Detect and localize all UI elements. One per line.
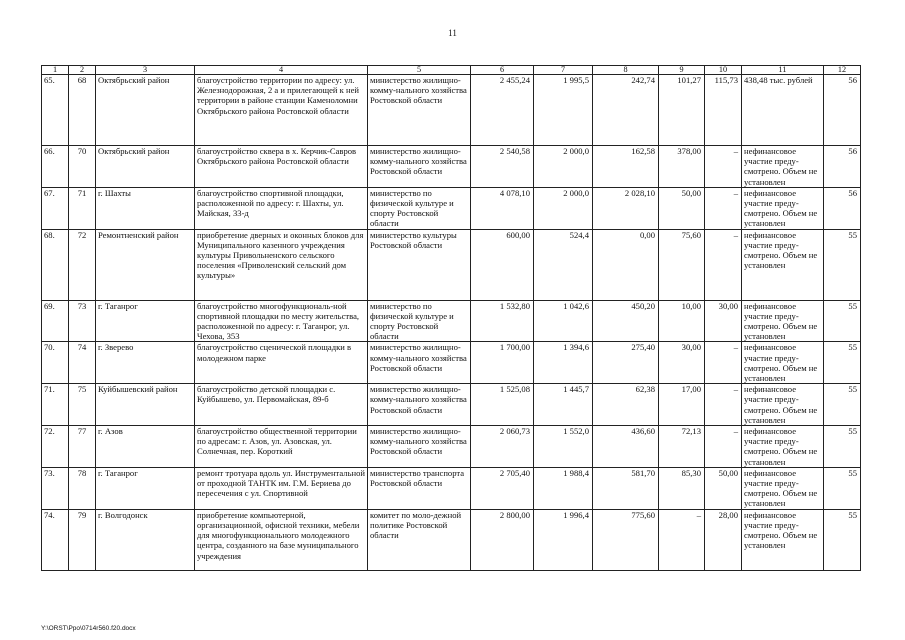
- table-cell: 775,60: [593, 509, 659, 570]
- table-cell: 115,73: [705, 75, 742, 146]
- table-cell: 600,00: [471, 229, 534, 300]
- page-number: 11: [448, 28, 457, 38]
- table-cell: министерство жилищно-комму-нального хозяйства Ростовской области: [368, 75, 471, 146]
- table-cell: 2 000,0: [534, 187, 593, 229]
- table-cell: 66.: [42, 146, 69, 188]
- table-cell: 1 552,0: [534, 426, 593, 468]
- table-cell: 69.: [42, 300, 69, 342]
- table-cell: –: [705, 187, 742, 229]
- table-cell: 70: [69, 146, 96, 188]
- table-cell: г. Шахты: [96, 187, 195, 229]
- table-cell: 65.: [42, 75, 69, 146]
- table-cell: 2 060,73: [471, 426, 534, 468]
- table-cell: нефинансовое участие преду-смотрено. Объем не установлен: [742, 342, 824, 384]
- file-path-footer: Y:\ORST\Ppo\0714r560.f20.docx: [41, 625, 136, 632]
- table-cell: 78: [69, 467, 96, 509]
- header-row: [42, 66, 861, 75]
- table-cell: 1 394,6: [534, 342, 593, 384]
- table-cell: 70.: [42, 342, 69, 384]
- table-cell: министерство по физической культуре и спорту Ростовской области: [368, 187, 471, 229]
- table-cell: 1 996,4: [534, 509, 593, 570]
- table-cell: 55: [824, 384, 861, 426]
- table-cell: 73: [69, 300, 96, 342]
- table-row: [42, 300, 861, 342]
- header-cell: 1: [42, 66, 69, 75]
- table-cell: Куйбышевский район: [96, 384, 195, 426]
- header-cell: 9: [659, 66, 705, 75]
- table-cell: 68: [69, 75, 96, 146]
- table-cell: –: [659, 509, 705, 570]
- table-cell: благоустройство сценической площадки в молодежном парке: [195, 342, 368, 384]
- table-cell: нефинансовое участие преду-смотрено. Объем не установлен: [742, 509, 824, 570]
- table-cell: 50,00: [705, 467, 742, 509]
- table-cell: министерство культуры Ростовской области: [368, 229, 471, 300]
- header-cell: 2: [69, 66, 96, 75]
- table-cell: 77: [69, 426, 96, 468]
- table-row: [42, 75, 861, 146]
- table-cell: нефинансовое участие преду-смотрено. Объем не установлен: [742, 300, 824, 342]
- table-cell: 55: [824, 229, 861, 300]
- table-cell: приобретение дверных и оконных блоков для Муниципального казенного учреждения культуры Привольненского сельского поселения «Приволенский сельский дом культуры»: [195, 229, 368, 300]
- table-row: [42, 509, 861, 570]
- table-cell: –: [705, 426, 742, 468]
- table-cell: 55: [824, 342, 861, 384]
- header-cell: 5: [368, 66, 471, 75]
- table-cell: министерство транспорта Ростовской области: [368, 467, 471, 509]
- table-cell: 2 455,24: [471, 75, 534, 146]
- table-cell: –: [705, 384, 742, 426]
- table-cell: нефинансовое участие преду-смотрено. Объем не установлен: [742, 229, 824, 300]
- table-cell: министерство по физической культуре и спорту Ростовской области: [368, 300, 471, 342]
- table-cell: 72: [69, 229, 96, 300]
- table-cell: 17,00: [659, 384, 705, 426]
- table-cell: министерство жилищно-комму-нального хозяйства Ростовской области: [368, 342, 471, 384]
- table-cell: 67.: [42, 187, 69, 229]
- header-cell: 6: [471, 66, 534, 75]
- table-cell: 1 532,80: [471, 300, 534, 342]
- table-cell: нефинансовое участие преду-смотрено. Объем не установлен: [742, 187, 824, 229]
- table-cell: Октябрьский район: [96, 75, 195, 146]
- header-cell: 10: [705, 66, 742, 75]
- table-cell: 2 540,58: [471, 146, 534, 188]
- header-cell: 3: [96, 66, 195, 75]
- table-cell: 1 525,08: [471, 384, 534, 426]
- table-cell: 1 445,7: [534, 384, 593, 426]
- table-cell: 581,70: [593, 467, 659, 509]
- table-cell: 2 800,00: [471, 509, 534, 570]
- table-cell: 56: [824, 187, 861, 229]
- table-cell: 55: [824, 509, 861, 570]
- table-cell: 2 028,10: [593, 187, 659, 229]
- table-cell: 242,74: [593, 75, 659, 146]
- table-cell: благоустройство детской площадки с. Куйбышево, ул. Первомайская, 89-б: [195, 384, 368, 426]
- table-cell: комитет по моло-дежной политике Ростовской области: [368, 509, 471, 570]
- table-cell: 56: [824, 146, 861, 188]
- table-cell: 56: [824, 75, 861, 146]
- header-cell: 8: [593, 66, 659, 75]
- projects-table: [41, 65, 861, 571]
- table-row: [42, 426, 861, 468]
- table-cell: 2 000,0: [534, 146, 593, 188]
- table-cell: 73.: [42, 467, 69, 509]
- table-row: [42, 384, 861, 426]
- table-cell: министерство жилищно-комму-нального хозяйства Ростовской области: [368, 146, 471, 188]
- table-cell: 1 700,00: [471, 342, 534, 384]
- table-cell: министерство жилищно-комму-нального хозяйства Ростовской области: [368, 426, 471, 468]
- table-cell: 71: [69, 187, 96, 229]
- table-cell: 74.: [42, 509, 69, 570]
- table-cell: 1 988,4: [534, 467, 593, 509]
- table-cell: 71.: [42, 384, 69, 426]
- table-cell: 438,48 тыс. рублей: [742, 75, 824, 146]
- header-cell: 11: [742, 66, 824, 75]
- table-row: [42, 467, 861, 509]
- table-cell: нефинансовое участие преду-смотрено. Объем не установлен: [742, 146, 824, 188]
- table-row: [42, 342, 861, 384]
- table-cell: Ремонтненский район: [96, 229, 195, 300]
- table-cell: г. Зверево: [96, 342, 195, 384]
- table-cell: –: [705, 229, 742, 300]
- table-cell: благоустройство территории по адресу: ул. Железнодорожная, 2 а и прилегающей к ней территории в районе станции Каменоломни Октябрьского района Ростовской области: [195, 75, 368, 146]
- table-cell: нефинансовое участие преду-смотрено. Объем не установлен: [742, 467, 824, 509]
- table-cell: 55: [824, 300, 861, 342]
- table-cell: г. Азов: [96, 426, 195, 468]
- table-cell: 101,27: [659, 75, 705, 146]
- table-cell: Октябрьский район: [96, 146, 195, 188]
- table-cell: 4 078,10: [471, 187, 534, 229]
- table-row: [42, 146, 861, 188]
- table-cell: 85,30: [659, 467, 705, 509]
- table-cell: 28,00: [705, 509, 742, 570]
- header-cell: 7: [534, 66, 593, 75]
- table-cell: 0,00: [593, 229, 659, 300]
- table-cell: 2 705,40: [471, 467, 534, 509]
- table-cell: ремонт тротуара вдоль ул. Инструментальной от проходной ТАНТК им. Г.М. Бериева до пересечения с ул. Спортивной: [195, 467, 368, 509]
- table-cell: г. Таганрог: [96, 300, 195, 342]
- table-cell: 72.: [42, 426, 69, 468]
- table-cell: –: [705, 146, 742, 188]
- table-cell: 450,20: [593, 300, 659, 342]
- table-cell: приобретение компьютерной, организационной, офисной техники, мебели для многофункционального молодежного центра, созданного на базе муниципального учреждения: [195, 509, 368, 570]
- table-row: [42, 229, 861, 300]
- table-cell: 162,58: [593, 146, 659, 188]
- table-cell: 75: [69, 384, 96, 426]
- table-cell: 436,60: [593, 426, 659, 468]
- table-cell: благоустройство общественной территории по адресам: г. Азов, ул. Азовская, ул. Солнечная, пер. Короткий: [195, 426, 368, 468]
- table-cell: благоустройство сквера в х. Керчик-Савров Октябрьского района Ростовской области: [195, 146, 368, 188]
- table-cell: 79: [69, 509, 96, 570]
- table-cell: 55: [824, 426, 861, 468]
- table-cell: 72,13: [659, 426, 705, 468]
- table-cell: 378,00: [659, 146, 705, 188]
- table-cell: 1 042,6: [534, 300, 593, 342]
- table-cell: министерство жилищно-комму-нального хозяйства Ростовской области: [368, 384, 471, 426]
- table-cell: 55: [824, 467, 861, 509]
- table-cell: нефинансовое участие преду-смотрено. Объем не установлен: [742, 426, 824, 468]
- table-cell: благоустройство спортивной площадки, расположенной по адресу: г. Шахты, ул. Майская, 33-д: [195, 187, 368, 229]
- table-cell: 275,40: [593, 342, 659, 384]
- table-cell: 30,00: [705, 300, 742, 342]
- table-cell: 62,38: [593, 384, 659, 426]
- header-cell: 4: [195, 66, 368, 75]
- table-cell: г. Таганрог: [96, 467, 195, 509]
- table-cell: г. Волгодонск: [96, 509, 195, 570]
- table-cell: нефинансовое участие преду-смотрено. Объем не установлен: [742, 384, 824, 426]
- table-cell: благоустройство многофункциональ-ной спортивной площадки по месту жительства, расположенной по адресу: г. Таганрог, ул. Чехова, 353: [195, 300, 368, 342]
- table-cell: –: [705, 342, 742, 384]
- table-cell: 524,4: [534, 229, 593, 300]
- table-cell: 75,60: [659, 229, 705, 300]
- table-cell: 74: [69, 342, 96, 384]
- table-row: [42, 187, 861, 229]
- table-cell: 30,00: [659, 342, 705, 384]
- table-cell: 1 995,5: [534, 75, 593, 146]
- table-cell: 68.: [42, 229, 69, 300]
- table-cell: 10,00: [659, 300, 705, 342]
- table-cell: 50,00: [659, 187, 705, 229]
- header-cell: 12: [824, 66, 861, 75]
